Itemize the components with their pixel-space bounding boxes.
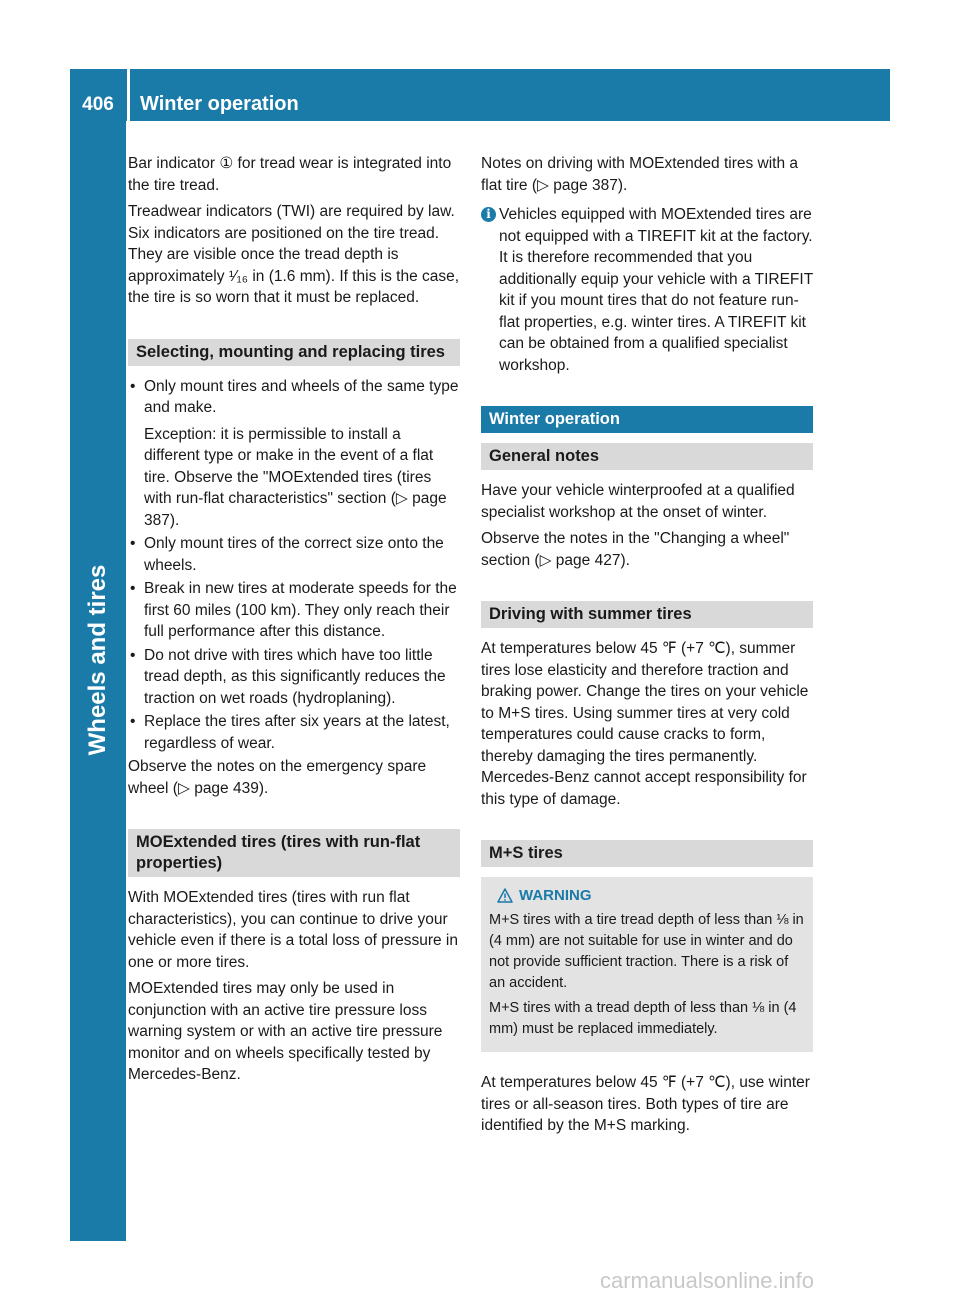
list-item: • Replace the tires after six years at the latest, regardless of wear. [128, 711, 460, 754]
left-column [128, 153, 460, 1091]
intro-paragraph-1: Bar indicator ① for tread wear is integrated into the tire tread. [128, 155, 452, 194]
warning-triangle-icon [497, 888, 513, 903]
section-heading-summer: Driving with summer tires [481, 601, 813, 628]
right-column [481, 153, 813, 1142]
general-paragraph-1: Have your vehicle winterproofed at a qualified specialist workshop at the onset of winter. [481, 482, 795, 521]
ms-paragraph: At temperatures below 45 ℉ (+7 ℃), use winter tires or all-season tires. Both types of tire are identified by the M+S marking. [481, 1074, 810, 1134]
bullet-exception-text: Exception: it is permissible to install a different type or make in the event of a flat tire. Observe the "MOExtended tires (tires with run-flat characteristics" section (▷ page 387). [144, 425, 447, 529]
bullet-text: Only mount tires and wheels of the same type and make. [144, 377, 459, 416]
selecting-bullet-list [128, 376, 460, 755]
notes-flat-tire: Notes on driving with MOExtended tires with a flat tire (▷ page 387). [481, 155, 799, 194]
list-item [128, 376, 460, 532]
warning-paragraph-2: M+S tires with a tread depth of less than ⅛ in (4 mm) must be replaced immediately. [489, 1000, 797, 1037]
warning-paragraph-1: M+S tires with a tire tread depth of less than ⅛ in (4 mm) are not suitable for use in winter and do not provide sufficient traction. There is a risk of an accident. [489, 912, 804, 991]
moextended-paragraph-2: MOExtended tires may only be used in conjunction with an active tire pressure loss warning system or with an active tire pressure monitor and on wheels specifically tested by Mercedes-Benz. [128, 980, 443, 1083]
side-tab-label: Wheels and tires [84, 564, 111, 756]
spare-wheel-note: Observe the notes on the emergency spare wheel (▷ page 439). [128, 758, 427, 797]
list-item: • Do not drive with tires which have too little tread depth, as this significantly reduces the traction on wet roads (hydroplaning). [128, 645, 460, 710]
moextended-paragraph-1: With MOExtended tires (tires with run flat characteristics), you can continue to drive your vehicle even if there is a total loss of pressure in one or more tires. [128, 889, 458, 971]
page-number: 406 [82, 94, 114, 115]
intro-paragraph-2: Treadwear indicators (TWI) are required by law. Six indicators are positioned on the tire tread. They are visible once the tread depth is approximately ¹⁄₁₆ in (1.6 mm). If this is the case, the tire is so worn that it must be replaced. [128, 203, 460, 306]
list-item: • Only mount tires of the correct size onto the wheels. [128, 533, 460, 576]
list-item: • Break in new tires at moderate speeds for the first 60 miles (100 km). They only reach their full performance after this distance. [128, 578, 460, 643]
section-heading-selecting: Selecting, mounting and replacing tires [128, 339, 460, 366]
section-heading-winter: Winter operation [481, 406, 813, 433]
header-divider [127, 69, 130, 121]
section-heading-moextended: MOExtended tires (tires with run-flat properties) [128, 829, 460, 877]
info-text: Vehicles equipped with MOExtended tires are not equipped with a TIREFIT kit at the factory. It is therefore recommended that you additionally equip your vehicle with a TIREFIT kit if you mount tires that do not feature run-flat properties, e.g. winter tires. A TIREFIT kit can be obtained from a qualified specialist workshop. [499, 206, 813, 374]
warning-header [489, 885, 805, 906]
section-heading-general: General notes [481, 443, 813, 470]
section-heading-ms-tires: M+S tires [481, 840, 813, 867]
watermark: carmanualsonline.info [600, 1268, 815, 1293]
info-icon: i [481, 207, 496, 222]
warning-box [481, 877, 813, 1052]
page-title: Winter operation [140, 93, 299, 115]
general-paragraph-2: Observe the notes in the "Changing a wheel" section (▷ page 427). [481, 530, 790, 569]
info-note [481, 204, 813, 376]
summer-paragraph: At temperatures below 45 ℉ (+7 ℃), summer tires lose elasticity and therefore traction and braking power. Change the tires on your vehicle to M+S tires. Using summer tires at very cold temperatures could cause cracks to form, thereby damaging the tires permanently. Mercedes-Benz cannot accept responsibility for this type of damage. [481, 640, 809, 808]
warning-title: WARNING [519, 887, 592, 904]
